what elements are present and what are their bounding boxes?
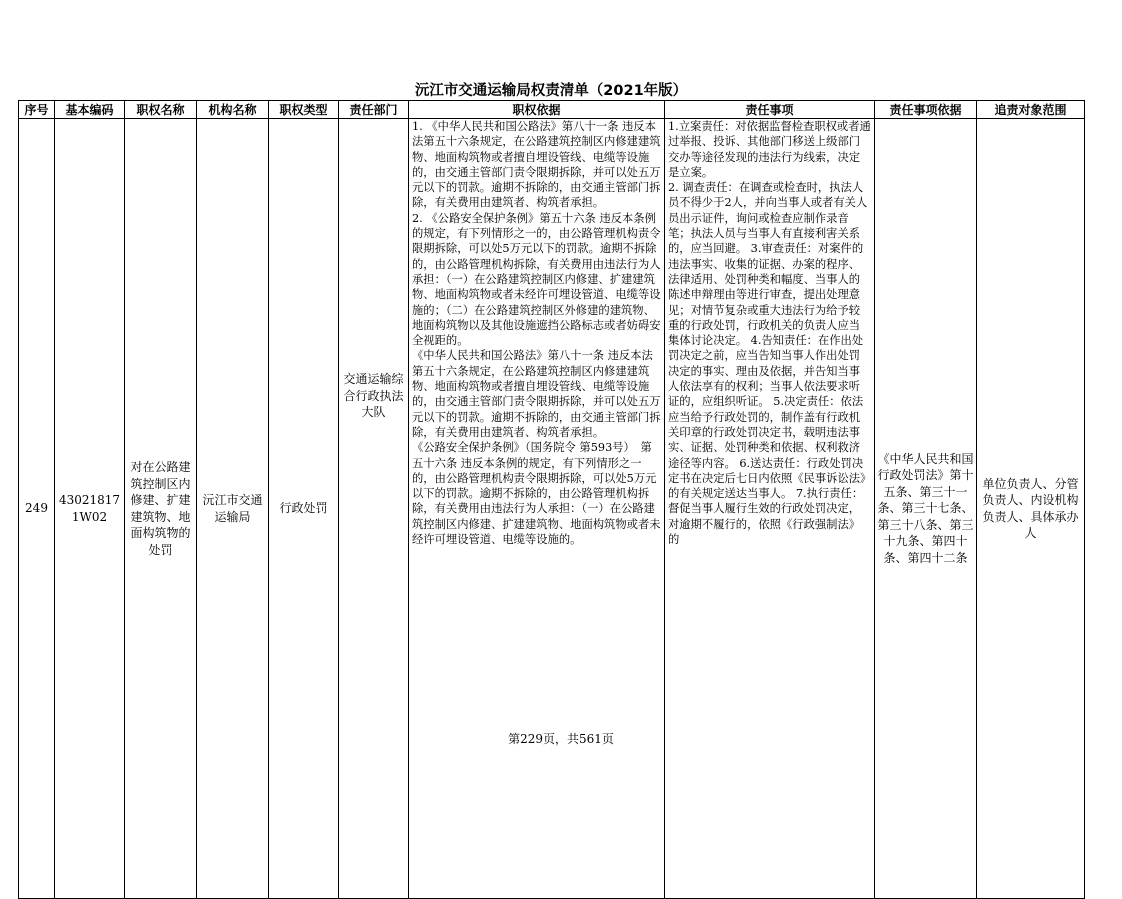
document-title: 沅江市交通运输局权责清单（2021年版）: [414, 83, 688, 99]
table-row: [19, 119, 1085, 899]
header-seq: 序号: [19, 101, 55, 119]
header-duties: 责任事项: [665, 101, 875, 119]
header-power-type: 职权类型: [269, 101, 339, 119]
header-org-name: 机构名称: [197, 101, 269, 119]
cell-power-type: 行政处罚: [269, 119, 339, 899]
table-header-row: [19, 101, 1085, 119]
header-code: 基本编码: [55, 101, 125, 119]
header-basis: 职权依据: [409, 101, 665, 119]
power-list-table: [18, 100, 1085, 899]
cell-seq: 249: [19, 119, 55, 899]
cell-basis: 1. 《中华人民共和国公路法》第八十一条 违反本法第五十六条规定，在公路建筑控制区内修建建筑物、地面构筑物或者擅自埋设管线、电缆等设施的，由交通主管部门责令限期拆除，并可以处五万元以下的罚款。逾期不拆除的，由交通主管部门拆除，有关费用由建筑者、构筑者承担。 2. 《公路安全保护条例》第五十六条 违反本条例的规定，有下列情形之一的，由公路管理机构责令限期拆除，可以处5万元以下的罚款。逾期不拆除的，由公路管理机构拆除，有关费用由违法行为人承担：（一）在公路建筑控制区内修建、扩建建筑物、地面构筑物或者未经许可埋设管道、电缆等设施的；（二）在公路建筑控制区外修建的建筑物、地面构筑物以及其他设施遮挡公路标志或者妨碍安全视距的。 《中华人民共和国公路法》第八十一条 违反本法第五十六条规定，在公路建筑控制区内修建建筑物、地面构筑物或者擅自埋设管线、电缆等设施的，由交通主管部门责令限期拆除，并可以处五万元以下的罚款。逾期不拆除的，由交通主管部门拆除，有关费用由建筑者、构筑者承担。 《公路安全保护条例》（国务院令 第593号） 第五十六条 违反本条例的规定，有下列情形之一的，由公路管理机构责令限期拆除，可以处5万元以下的罚款。逾期不拆除的，由公路管理机构拆除，有关费用由违法行为人承担：（一）在公路建筑控制区内修建、扩建建筑物、地面构筑物或者未经许可埋设管道、电缆等设施的。: [409, 119, 665, 899]
header-power-name: 职权名称: [125, 101, 197, 119]
header-duty-basis: 责任事项依据: [875, 101, 977, 119]
cell-org-name: 沅江市交通运输局: [197, 119, 269, 899]
cell-code: 430218171W02: [55, 119, 125, 899]
cell-power-name: 对在公路建筑控制区内修建、扩建建筑物、地面构筑物的处罚: [125, 119, 197, 899]
cell-duties: 1.立案责任：对依据监督检查职权或者通过举报、投诉、其他部门移送上级部门交办等途径发现的违法行为线索，决定是立案。 2. 调查责任：在调查或检查时，执法人员不得少于2人，并向当事人或者有关人员出示证件，询问或检查应制作录音笔；执法人员与当事人有直接利害关系的，应当回避。 3.审查责任：对案件的违法事实、收集的证据、办案的程序、法律适用、处罚种类和幅度、当事人的陈述申辩理由等进行审查，提出处理意见；对情节复杂或重大违法行为给予较重的行政处罚，行政机关的负责人应当集体讨论决定。 4.告知责任：在作出处罚决定之前，应当告知当事人作出处罚决定的事实、理由及依据，并告知当事人依法享有的权利；当事人依法要求听证的，应组织听证。 5.决定责任：依法应当给予行政处罚的，制作盖有行政机关印章的行政处罚决定书，载明违法事实、证据、处罚种类和依据、权利救济途径等内容。 6.送达责任：行政处罚决定书在决定后七日内依照《民事诉讼法》的有关规定送达当事人。 7.执行责任：督促当事人履行生效的行政处罚决定，对逾期不履行的，依照《行政强制法》的: [665, 119, 875, 899]
header-accountability: 追责对象范围: [977, 101, 1085, 119]
page-number-footer: 第229页，共561页: [508, 732, 614, 746]
cell-duty-basis: 《中华人民共和国行政处罚法》第十五条、第三十一条、第三十七条、第三十八条、第三十九条、第四十条、第四十二条: [875, 119, 977, 899]
header-department: 责任部门: [339, 101, 409, 119]
cell-accountability: 单位负责人、分管负责人、内设机构负责人、具体承办人: [977, 119, 1085, 899]
cell-department: 交通运输综合行政执法大队: [339, 119, 409, 899]
